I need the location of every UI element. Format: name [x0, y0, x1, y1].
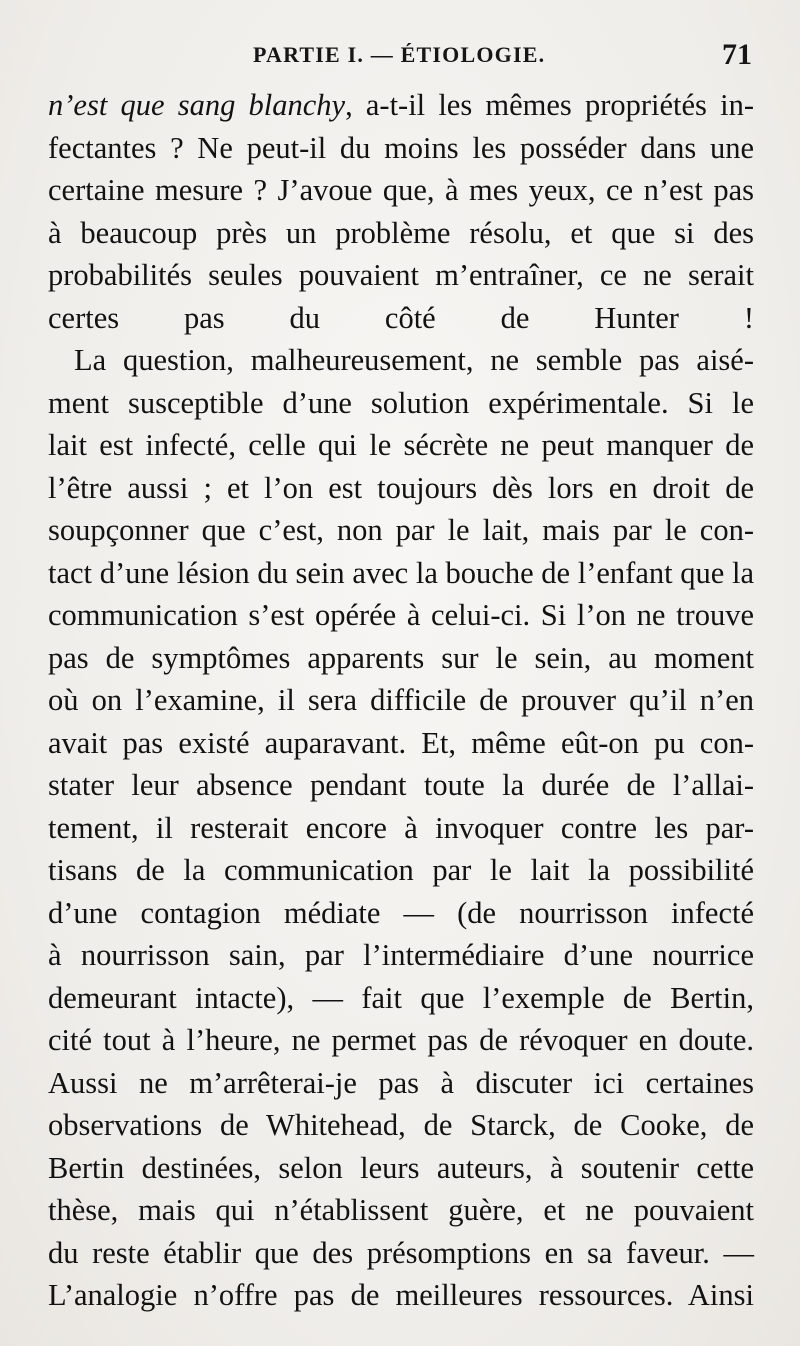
body-text: [48, 84, 754, 1317]
line-text: à nourrisson sain, par l’intermédiaire d’une nourrice: [48, 938, 754, 972]
text-line: [48, 254, 754, 297]
text-line: [48, 1147, 754, 1190]
text-line: [48, 127, 754, 170]
text-line: [48, 637, 754, 680]
text-line: [48, 1104, 754, 1147]
line-text: lait est infecté, celle qui le sécrète ne peut manquer de: [48, 428, 754, 462]
page-header: [48, 38, 752, 78]
line-text: L’analogie n’offre pas de meilleures ressources. Ainsi: [48, 1278, 754, 1312]
line-text: certaine mesure ? J’avoue que, à mes yeux, ce n’est pas: [48, 173, 754, 207]
line-text: communication s’est opérée à celui-ci. Si l’on ne trouve: [48, 598, 754, 632]
line-text: où on l’examine, il sera difficile de prouver qu’il n’en: [48, 683, 754, 717]
text-line: [48, 764, 754, 807]
text-line: [48, 297, 754, 340]
line-text: à beaucoup près un problème résolu, et que si des: [48, 215, 754, 250]
line-text: certes pas du côté de Hunter !: [48, 300, 754, 335]
text-line: [48, 509, 754, 552]
text-line: [48, 594, 754, 637]
text-line: [48, 467, 754, 510]
line-text: fectantes ? Ne peut-il du moins les posséder dans une: [48, 130, 754, 165]
line-text: du reste établir que des présomptions en sa faveur. —: [48, 1235, 754, 1270]
text-line: [48, 424, 754, 467]
text-line: [48, 1274, 754, 1317]
line-text: ment susceptible d’une solution expérimentale. Si le: [48, 385, 754, 420]
line-text: Aussi ne m’arrêterai-je pas à discuter ici certaines: [48, 1065, 754, 1100]
italic-text: n’est que sang blanchy: [48, 88, 346, 122]
line-text: tisans de la communication par le lait la possibilité: [48, 853, 754, 887]
text-line: [48, 679, 754, 722]
text-line: [48, 849, 754, 892]
line-text: tement, il resterait encore à invoquer contre les par-: [48, 810, 754, 845]
running-head: PARTIE I. — ÉTIOLOGIE.: [253, 42, 546, 67]
line-text: l’être aussi ; et l’on est toujours dès lors en droit de: [48, 470, 754, 505]
line-text: observations de Whitehead, de Starck, de Cooke, de: [48, 1108, 754, 1142]
line-text: tact d’une lésion du sein avec la bouche de l’enfant que la: [48, 555, 754, 590]
text-line: [48, 552, 754, 595]
line-text: thèse, mais qui n’établissent guère, et ne pouvaient: [48, 1193, 754, 1227]
text-line: [48, 1062, 754, 1105]
line-text: avait pas existé auparavant. Et, même eût-on pu con-: [48, 725, 754, 760]
text-line: [48, 1232, 754, 1275]
text-line: [48, 382, 754, 425]
text-line: [48, 1189, 754, 1232]
text-line: [48, 169, 754, 212]
text-line: [48, 84, 754, 127]
text-line: [48, 892, 754, 935]
text-line: [48, 934, 754, 977]
line-text: Bertin destinées, selon leurs auteurs, à soutenir cette: [48, 1150, 754, 1185]
line-text: soupçonner que c’est, non par le lait, mais par le con-: [48, 513, 754, 547]
line-text: stater leur absence pendant toute la durée de l’allai-: [48, 768, 754, 802]
page-number: 71: [722, 38, 752, 71]
line-text: d’une contagion médiate — (de nourrisson infecté: [48, 895, 754, 930]
text-line: [48, 1019, 754, 1062]
line-text: La question, malheureusement, ne semble pas aisé-: [74, 343, 754, 377]
text-line: [48, 722, 754, 765]
text-line: [48, 339, 754, 382]
text-line: [48, 807, 754, 850]
line-text: , a-t-il les mêmes propriétés in-: [345, 88, 754, 122]
line-text: cité tout à l’heure, ne permet pas de révoquer en doute.: [48, 1023, 754, 1057]
line-text: probabilités seules pouvaient m’entraîner, ce ne serait: [48, 258, 754, 292]
text-line: [48, 212, 754, 255]
line-text: pas de symptômes apparents sur le sein, au moment: [48, 640, 754, 675]
line-text: demeurant intacte), — fait que l’exemple de Bertin,: [48, 980, 754, 1015]
text-line: [48, 977, 754, 1020]
